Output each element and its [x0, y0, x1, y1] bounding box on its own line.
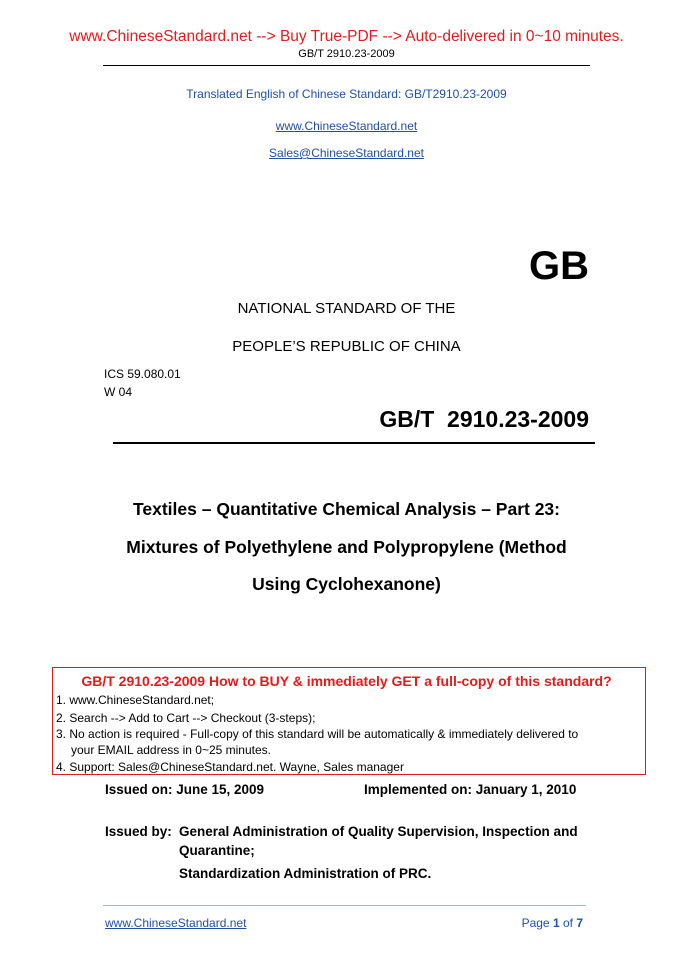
- w-code: W 04: [104, 385, 133, 399]
- footer-website-link[interactable]: www.ChineseStandard.net: [105, 916, 247, 930]
- document-title-line2: Mixtures of Polyethylene and Polypropylene (Method: [126, 537, 567, 557]
- buy-step-3-continued: your EMAIL address in 0~25 minutes.: [71, 743, 271, 757]
- translated-line: Translated English of Chinese Standard: GB/T2910.23-2009: [186, 87, 507, 101]
- issuer-1: General Administration of Quality Supervision, Inspection and: [179, 824, 578, 839]
- buy-box-title: GB/T 2910.23-2009 How to BUY & immediately GET a full-copy of this standard?: [81, 673, 612, 689]
- header-doc-id: GB/T 2910.23-2009: [298, 48, 395, 60]
- gb-logo: GB: [529, 244, 589, 288]
- issuer-2: Standardization Administration of PRC.: [179, 866, 432, 881]
- issuer-1-continued: Quarantine;: [179, 843, 255, 858]
- page-current: 1: [552, 916, 560, 930]
- header-divider: [103, 65, 590, 66]
- page-indicator: [522, 916, 583, 930]
- top-banner[interactable]: www.ChineseStandard.net --> Buy True-PDF --> Auto-delivered in 0~10 minutes.: [69, 28, 624, 45]
- buy-step-4: 4. Support: Sales@ChineseStandard.net. Wayne, Sales manager: [56, 760, 404, 774]
- page-prefix: Page: [521, 916, 553, 930]
- issued-by-label: Issued by:: [105, 824, 172, 839]
- national-standard-line2: PEOPLE’S REPUBLIC OF CHINA: [232, 338, 461, 355]
- issued-on-date: Issued on: June 15, 2009: [105, 782, 265, 797]
- website-link[interactable]: www.ChineseStandard.net: [275, 119, 418, 133]
- title-divider: [113, 442, 595, 444]
- buy-step-1[interactable]: 1. www.ChineseStandard.net;: [56, 693, 215, 707]
- ics-code: ICS 59.080.01: [104, 367, 181, 381]
- website-link-wrapper: [0, 117, 693, 135]
- buy-step-2: 2. Search --> Add to Cart --> Checkout (3-steps);: [56, 711, 316, 725]
- email-link-wrapper: [0, 144, 693, 162]
- page-total: 7: [576, 916, 583, 930]
- national-standard-line1: NATIONAL STANDARD OF THE: [237, 300, 456, 317]
- implemented-on-date: Implemented on: January 1, 2010: [364, 782, 577, 797]
- standard-number: GB/T 2910.23-2009: [379, 406, 589, 432]
- buy-step-3: 3. No action is required - Full-copy of this standard will be automatically & immediately delivered to: [56, 727, 579, 741]
- document-title-line3: Using Cyclohexanone): [252, 574, 441, 594]
- footer-divider: [103, 905, 586, 906]
- document-title-line1: Textiles – Quantitative Chemical Analysis – Part 23:: [133, 499, 560, 519]
- page-of: of: [559, 916, 577, 930]
- email-link[interactable]: Sales@ChineseStandard.net: [269, 146, 424, 160]
